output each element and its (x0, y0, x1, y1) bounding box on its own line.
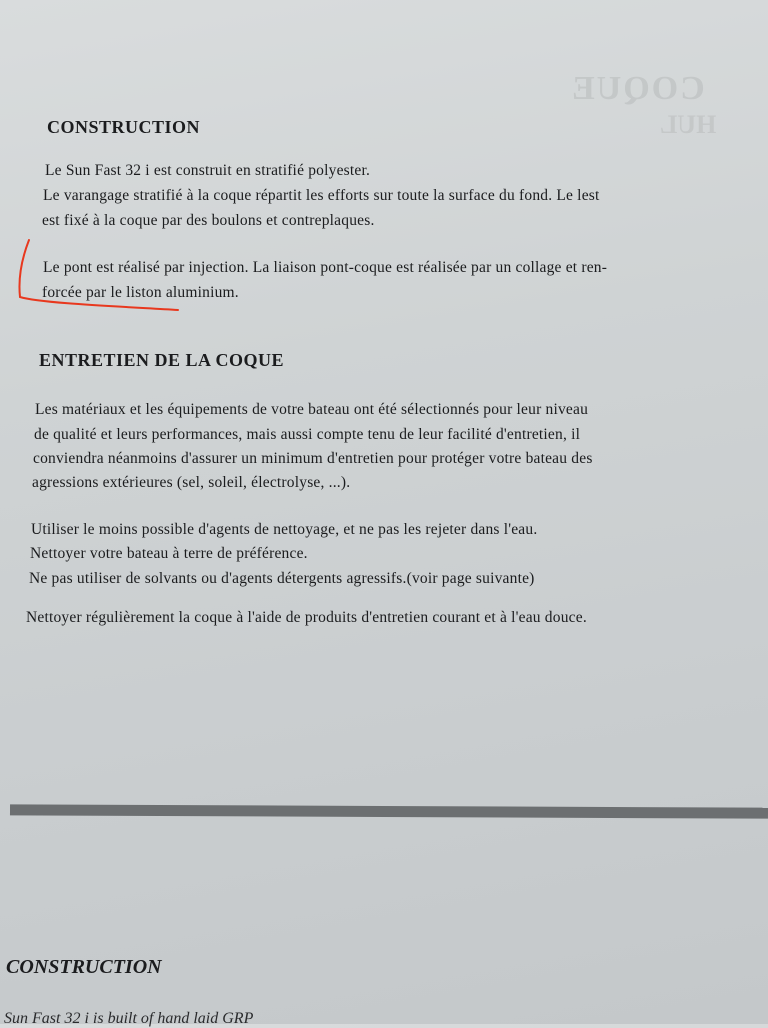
entretien-p2-line-2: Nettoyer votre bateau à terre de préférence. (30, 545, 308, 562)
entretien-p1-line-1: Les matériaux et les équipements de votre bateau ont été sélectionnés pour leur niveau (35, 401, 589, 418)
construction-p1-line-2: Le varangage stratifié à la coque répartit les efforts sur toute la surface du fond. Le lest (43, 187, 600, 204)
entretien-p1-line-3: conviendra néanmoins d'assurer un minimum d'entretien pour protéger votre bateau des (33, 450, 593, 467)
construction-p1-line-3: est fixé à la coque par des boulons et contreplaques. (42, 212, 375, 229)
entretien-p1-line-2: de qualité et leurs performances, mais aussi compte tenu de leur facilité d'entretien, il (34, 426, 581, 443)
entretien-p3: Nettoyer régulièrement la coque à l'aide de produits d'entretien courant et à l'eau douce. (26, 609, 587, 626)
entretien-p2-line-3: Ne pas utiliser de solvants ou d'agents détergents agressifs.(voir page suivante) (29, 570, 535, 587)
show-through-subheading: HUL (660, 110, 717, 139)
footer-cut-off-line: Sun Fast 32 i is built of hand laid GRP (4, 1010, 254, 1027)
footer-construction-heading: CONSTRUCTION (6, 956, 162, 978)
construction-heading: CONSTRUCTION (47, 117, 201, 137)
entretien-p2-line-1: Utiliser le moins possible d'agents de nettoyage, et ne pas les rejeter dans l'eau. (31, 521, 538, 538)
construction-p1-line-1: Le Sun Fast 32 i est construit en stratifié polyester. (45, 162, 371, 179)
construction-p2-line-1: Le pont est réalisé par injection. La liaison pont-coque est réalisée par un collage et ren- (43, 259, 608, 276)
entretien-heading: ENTRETIEN DE LA COQUE (39, 350, 285, 370)
entretien-p1-line-4: agressions extérieures (sel, soleil, électrolyse, ...). (32, 474, 351, 491)
show-through-heading: COQUE (570, 70, 705, 107)
construction-p2-line-2: forcée par le liston aluminium. (42, 284, 239, 301)
